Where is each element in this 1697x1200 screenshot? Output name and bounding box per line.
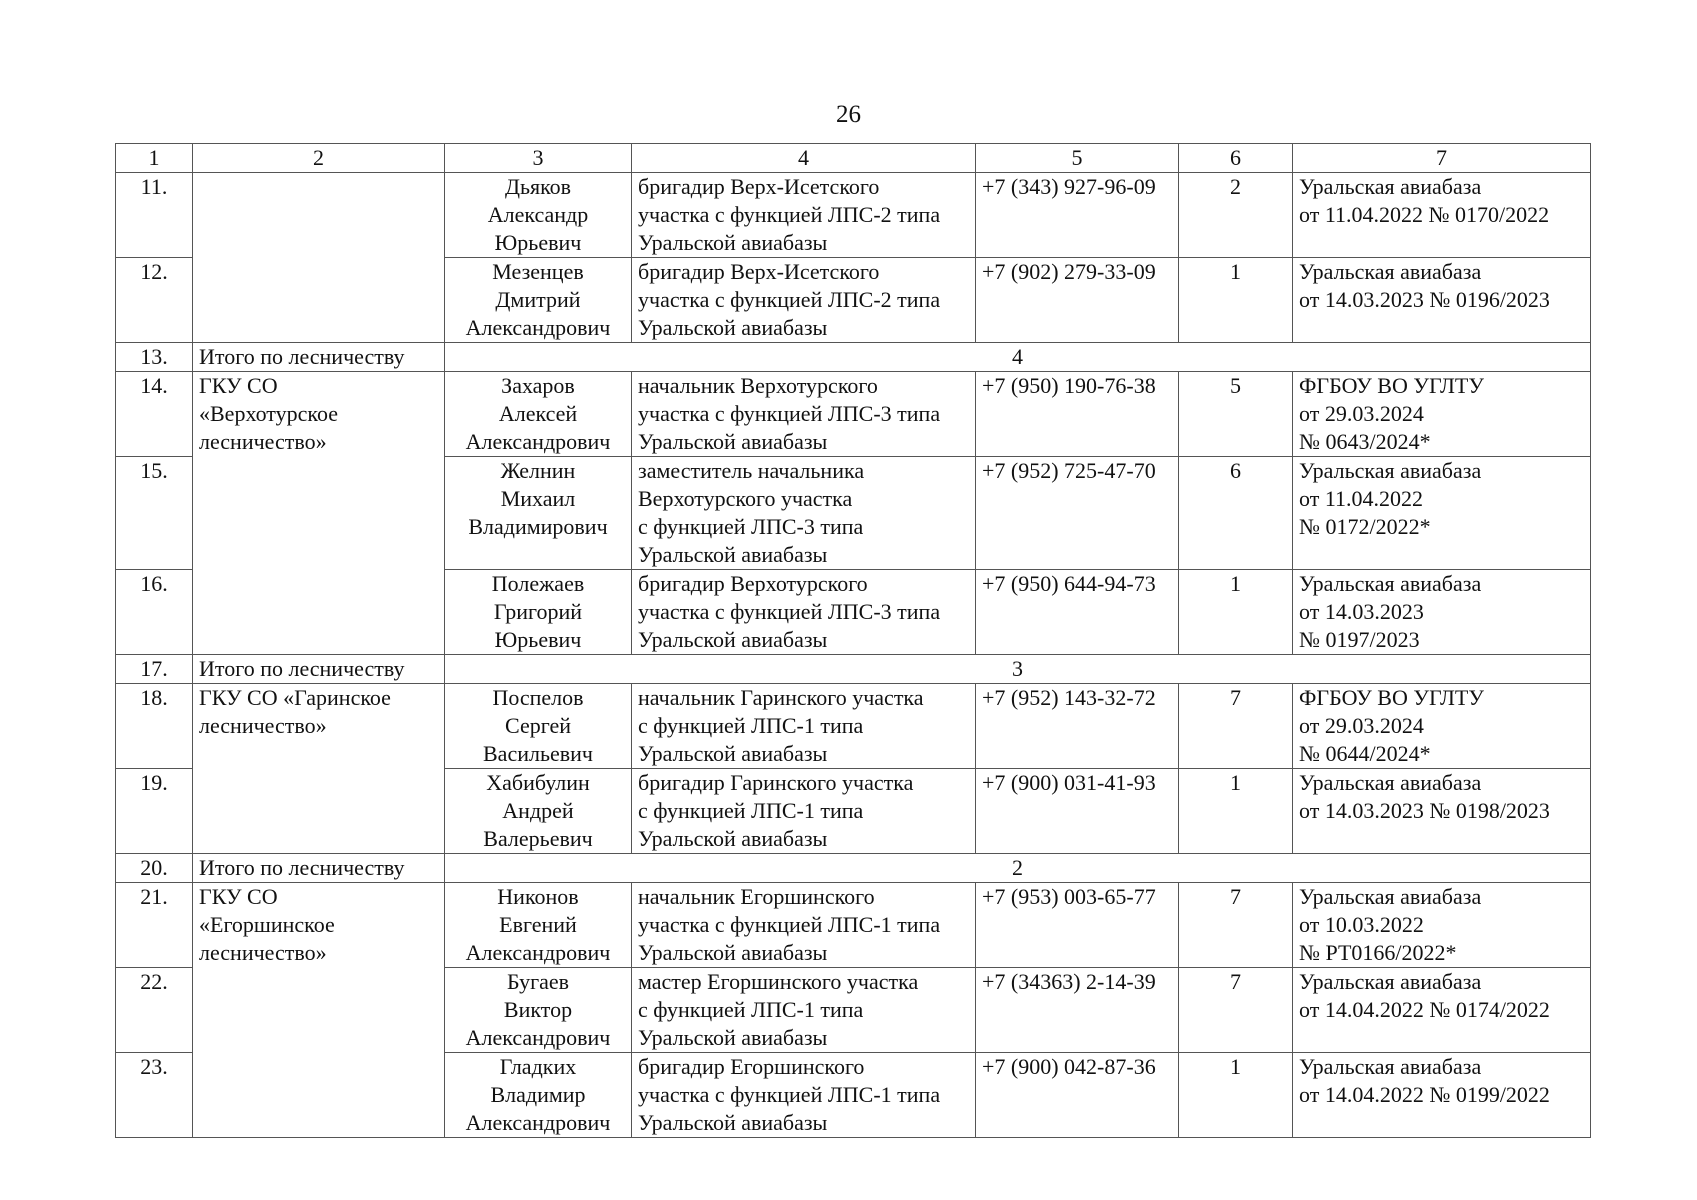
document-line: № РТ0166/2022* bbox=[1299, 940, 1457, 965]
document-line: от 29.03.2024 bbox=[1299, 401, 1424, 426]
column-header: 4 bbox=[632, 144, 976, 173]
phone-cell: +7 (900) 042-87-36 bbox=[976, 1053, 1179, 1138]
position-cell bbox=[632, 457, 976, 570]
row-number: 18. bbox=[116, 684, 193, 769]
person-name-cell bbox=[445, 570, 632, 655]
position-line: заместитель начальника bbox=[638, 458, 865, 483]
total-value: 4 bbox=[445, 343, 1591, 372]
page-number: 26 bbox=[836, 101, 861, 128]
position-cell bbox=[632, 883, 976, 968]
experience-cell: 7 bbox=[1179, 883, 1293, 968]
person-name-line: Дмитрий bbox=[495, 287, 581, 312]
document-line: Уральская авиабаза bbox=[1299, 1054, 1482, 1079]
position-line: с функцией ЛПС-1 типа bbox=[638, 798, 864, 823]
total-label: Итого по лесничеству bbox=[193, 655, 445, 684]
document-line: Уральская авиабаза bbox=[1299, 884, 1482, 909]
document-cell bbox=[1293, 883, 1591, 968]
document-line: от 11.04.2022 № 0170/2022 bbox=[1299, 202, 1550, 227]
table-row bbox=[116, 883, 1591, 968]
forestry-cell bbox=[193, 684, 445, 854]
position-line: Уральской авиабазы bbox=[638, 741, 828, 766]
person-name-cell bbox=[445, 769, 632, 854]
position-line: бригадир Егоршинского bbox=[638, 1054, 865, 1079]
person-name-cell bbox=[445, 1053, 632, 1138]
person-name-line: Желнин bbox=[500, 458, 576, 483]
document-line: от 14.04.2022 № 0174/2022 bbox=[1299, 997, 1550, 1022]
person-name-cell bbox=[445, 173, 632, 258]
phone-cell: +7 (952) 143-32-72 bbox=[976, 684, 1179, 769]
document-line: Уральская авиабаза bbox=[1299, 571, 1482, 596]
document-line: ФГБОУ ВО УГЛТУ bbox=[1299, 685, 1484, 710]
forestry-cell bbox=[193, 883, 445, 1138]
position-cell bbox=[632, 570, 976, 655]
position-line: Уральской авиабазы bbox=[638, 429, 828, 454]
experience-cell: 1 bbox=[1179, 769, 1293, 854]
column-header: 3 bbox=[445, 144, 632, 173]
person-name-line: Александр bbox=[487, 202, 589, 227]
position-line: Уральской авиабазы bbox=[638, 1110, 828, 1135]
experience-cell: 5 bbox=[1179, 372, 1293, 457]
document-line: ФГБОУ ВО УГЛТУ bbox=[1299, 373, 1484, 398]
document-cell bbox=[1293, 1053, 1591, 1138]
position-line: участка с функцией ЛПС-1 типа bbox=[638, 912, 941, 937]
document-line: Уральская авиабаза bbox=[1299, 969, 1482, 994]
person-name-line: Александрович bbox=[465, 315, 611, 340]
position-line: начальник Егоршинского bbox=[638, 884, 875, 909]
person-name-line: Валерьевич bbox=[483, 826, 593, 851]
position-line: Уральской авиабазы bbox=[638, 940, 828, 965]
position-line: участка с функцией ЛПС-3 типа bbox=[638, 599, 941, 624]
position-cell bbox=[632, 258, 976, 343]
forestry-line: лесничество» bbox=[199, 713, 327, 738]
person-name-line: Андрей bbox=[502, 798, 574, 823]
position-line: Уральской авиабазы bbox=[638, 1025, 828, 1050]
document-line: Уральская авиабаза bbox=[1299, 174, 1482, 199]
position-line: бригадир Верх-Исетского bbox=[638, 174, 880, 199]
position-line: Уральской авиабазы bbox=[638, 826, 828, 851]
person-name-line: Александрович bbox=[465, 429, 611, 454]
person-name-line: Бугаев bbox=[506, 969, 570, 994]
document-line: от 10.03.2022 bbox=[1299, 912, 1424, 937]
row-number: 23. bbox=[116, 1053, 193, 1138]
document-cell bbox=[1293, 457, 1591, 570]
personnel-table bbox=[115, 143, 1591, 1138]
column-number-row bbox=[116, 144, 1591, 173]
position-line: бригадир Гаринского участка bbox=[638, 770, 914, 795]
forestry-line: ГКУ СО bbox=[199, 373, 278, 398]
row-number: 22. bbox=[116, 968, 193, 1053]
position-cell bbox=[632, 1053, 976, 1138]
total-label: Итого по лесничеству bbox=[193, 854, 445, 883]
position-line: Верхотурского участка bbox=[638, 486, 853, 511]
person-name-line: Мезенцев bbox=[492, 259, 584, 284]
position-line: начальник Гаринского участка bbox=[638, 685, 924, 710]
document-cell bbox=[1293, 769, 1591, 854]
forestry-line: «Егоршинское bbox=[199, 912, 335, 937]
person-name-line: Гладких bbox=[499, 1054, 577, 1079]
position-line: с функцией ЛПС-1 типа bbox=[638, 713, 864, 738]
position-line: мастер Егоршинского участка bbox=[638, 969, 919, 994]
phone-cell: +7 (902) 279-33-09 bbox=[976, 258, 1179, 343]
person-name-line: Евгений bbox=[499, 912, 577, 937]
phone-cell: +7 (900) 031-41-93 bbox=[976, 769, 1179, 854]
row-number: 19. bbox=[116, 769, 193, 854]
position-cell bbox=[632, 769, 976, 854]
document-line: от 14.03.2023 № 0198/2023 bbox=[1299, 798, 1550, 823]
document-cell bbox=[1293, 173, 1591, 258]
total-value: 3 bbox=[445, 655, 1591, 684]
person-name-line: Васильевич bbox=[483, 741, 593, 766]
person-name-line: Владимир bbox=[490, 1082, 586, 1107]
person-name-line: Александрович bbox=[465, 1025, 611, 1050]
document-line: от 11.04.2022 bbox=[1299, 486, 1424, 511]
position-line: Уральской авиабазы bbox=[638, 542, 828, 567]
person-name-line: Полежаев bbox=[491, 571, 585, 596]
column-header: 2 bbox=[193, 144, 445, 173]
person-name-line: Александрович bbox=[465, 940, 611, 965]
table-row bbox=[116, 372, 1591, 457]
person-name-cell bbox=[445, 457, 632, 570]
phone-cell: +7 (34363) 2-14-39 bbox=[976, 968, 1179, 1053]
position-line: Уральской авиабазы bbox=[638, 315, 828, 340]
forestry-line: ГКУ СО «Гаринское bbox=[199, 685, 391, 710]
forestry-line: «Верхотурское bbox=[199, 401, 339, 426]
document-line: от 14.04.2022 № 0199/2022 bbox=[1299, 1082, 1550, 1107]
document-line: № 0172/2022* bbox=[1299, 514, 1431, 539]
table-row bbox=[116, 684, 1591, 769]
column-header: 1 bbox=[116, 144, 193, 173]
row-number: 20. bbox=[116, 854, 193, 883]
position-cell bbox=[632, 684, 976, 769]
person-name-line: Юрьевич bbox=[494, 627, 582, 652]
row-number: 12. bbox=[116, 258, 193, 343]
document-line: № 0644/2024* bbox=[1299, 741, 1431, 766]
phone-cell: +7 (950) 644-94-73 bbox=[976, 570, 1179, 655]
position-line: бригадир Верх-Исетского bbox=[638, 259, 880, 284]
position-cell bbox=[632, 968, 976, 1053]
table-row bbox=[116, 173, 1591, 258]
position-line: участка с функцией ЛПС-3 типа bbox=[638, 401, 941, 426]
person-name-cell bbox=[445, 883, 632, 968]
person-name-line: Юрьевич bbox=[494, 230, 582, 255]
position-line: участка с функцией ЛПС-1 типа bbox=[638, 1082, 941, 1107]
total-row bbox=[116, 655, 1591, 684]
column-header: 6 bbox=[1179, 144, 1293, 173]
document-line: от 14.03.2023 bbox=[1299, 599, 1424, 624]
phone-cell: +7 (343) 927-96-09 bbox=[976, 173, 1179, 258]
forestry-line: лесничество» bbox=[199, 940, 327, 965]
person-name-line: Сергей bbox=[505, 713, 571, 738]
person-name-line: Михаил bbox=[500, 486, 576, 511]
total-row bbox=[116, 854, 1591, 883]
position-cell bbox=[632, 372, 976, 457]
person-name-cell bbox=[445, 968, 632, 1053]
total-label: Итого по лесничеству bbox=[193, 343, 445, 372]
experience-cell: 6 bbox=[1179, 457, 1293, 570]
column-header: 5 bbox=[976, 144, 1179, 173]
total-value: 2 bbox=[445, 854, 1591, 883]
document-line: № 0643/2024* bbox=[1299, 429, 1431, 454]
position-cell bbox=[632, 173, 976, 258]
experience-cell: 7 bbox=[1179, 968, 1293, 1053]
forestry-line: лесничество» bbox=[199, 429, 327, 454]
position-line: с функцией ЛПС-3 типа bbox=[638, 514, 864, 539]
document-cell bbox=[1293, 968, 1591, 1053]
forestry-cell bbox=[193, 372, 445, 655]
phone-cell: +7 (950) 190-76-38 bbox=[976, 372, 1179, 457]
person-name-line: Александрович bbox=[465, 1110, 611, 1135]
person-name-line: Дьяков bbox=[504, 174, 572, 199]
document-line: Уральская авиабаза bbox=[1299, 259, 1482, 284]
row-number: 15. bbox=[116, 457, 193, 570]
position-line: начальник Верхотурского bbox=[638, 373, 878, 398]
forestry-line: ГКУ СО bbox=[199, 884, 278, 909]
document-line: от 29.03.2024 bbox=[1299, 713, 1424, 738]
experience-cell: 2 bbox=[1179, 173, 1293, 258]
person-name-line: Виктор bbox=[503, 997, 573, 1022]
person-name-line: Алексей bbox=[498, 401, 578, 426]
experience-cell: 1 bbox=[1179, 258, 1293, 343]
position-line: бригадир Верхотурского bbox=[638, 571, 868, 596]
person-name-line: Никонов bbox=[497, 884, 579, 909]
person-name-line: Владимирович bbox=[468, 514, 608, 539]
row-number: 21. bbox=[116, 883, 193, 968]
document-line: Уральская авиабаза bbox=[1299, 770, 1482, 795]
person-name-line: Хабибулин bbox=[486, 770, 590, 795]
position-line: Уральской авиабазы bbox=[638, 230, 828, 255]
document-cell bbox=[1293, 372, 1591, 457]
person-name-line: Поспелов bbox=[492, 685, 584, 710]
experience-cell: 1 bbox=[1179, 570, 1293, 655]
document-cell bbox=[1293, 684, 1591, 769]
document-line: от 14.03.2023 № 0196/2023 bbox=[1299, 287, 1550, 312]
phone-cell: +7 (952) 725-47-70 bbox=[976, 457, 1179, 570]
row-number: 13. bbox=[116, 343, 193, 372]
person-name-cell bbox=[445, 684, 632, 769]
position-line: участка с функцией ЛПС-2 типа bbox=[638, 202, 941, 227]
document-line: Уральская авиабаза bbox=[1299, 458, 1482, 483]
column-header: 7 bbox=[1293, 144, 1591, 173]
row-number: 14. bbox=[116, 372, 193, 457]
person-name-cell bbox=[445, 372, 632, 457]
position-line: Уральской авиабазы bbox=[638, 627, 828, 652]
row-number: 16. bbox=[116, 570, 193, 655]
row-number: 11. bbox=[116, 173, 193, 258]
person-name-cell bbox=[445, 258, 632, 343]
row-number: 17. bbox=[116, 655, 193, 684]
position-line: с функцией ЛПС-1 типа bbox=[638, 997, 864, 1022]
document-cell bbox=[1293, 570, 1591, 655]
experience-cell: 7 bbox=[1179, 684, 1293, 769]
person-name-line: Григорий bbox=[493, 599, 583, 624]
experience-cell: 1 bbox=[1179, 1053, 1293, 1138]
person-name-line: Захаров bbox=[501, 373, 575, 398]
document-line: № 0197/2023 bbox=[1299, 627, 1420, 652]
forestry-cell bbox=[193, 173, 445, 343]
table-body bbox=[116, 144, 1591, 1138]
document-cell bbox=[1293, 258, 1591, 343]
position-line: участка с функцией ЛПС-2 типа bbox=[638, 287, 941, 312]
phone-cell: +7 (953) 003-65-77 bbox=[976, 883, 1179, 968]
total-row bbox=[116, 343, 1591, 372]
